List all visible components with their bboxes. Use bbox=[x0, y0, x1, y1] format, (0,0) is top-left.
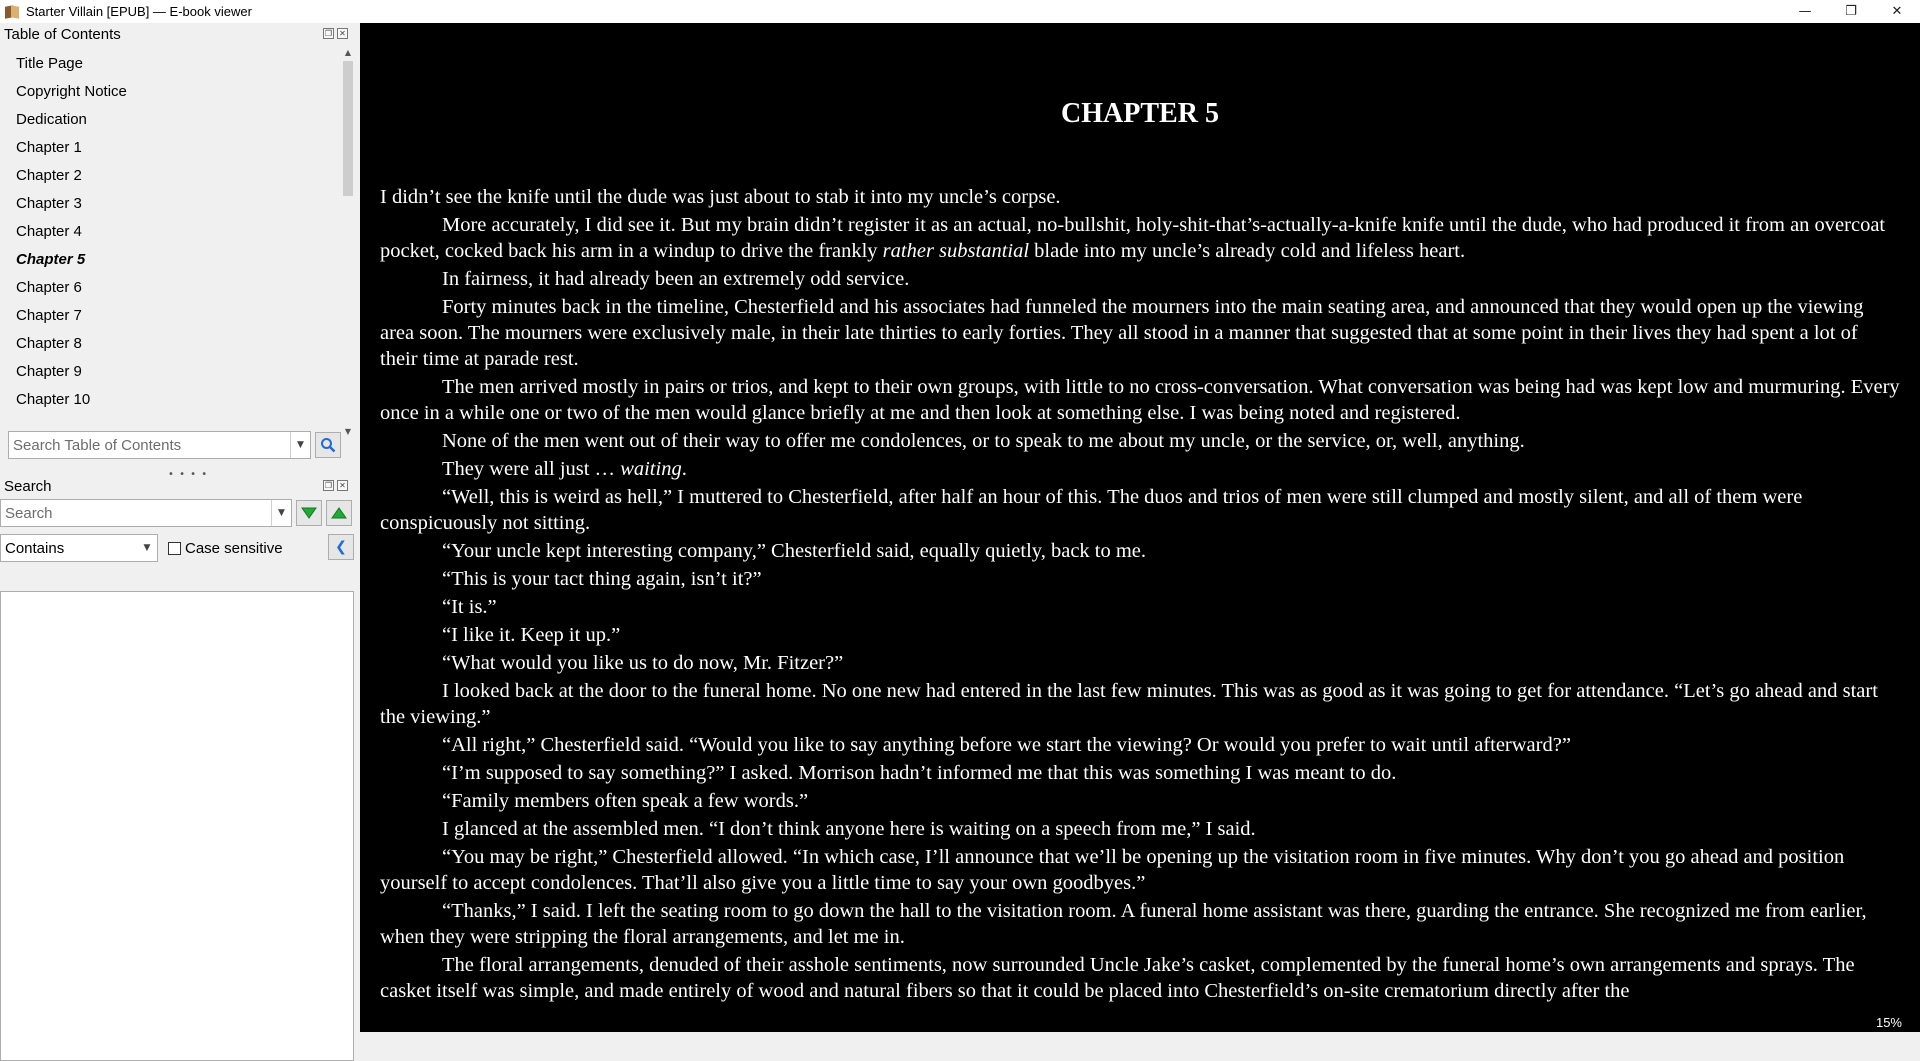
toc-item[interactable]: Copyright Notice bbox=[16, 83, 127, 100]
paragraph: None of the men went out of their way to offer me condolences, or to speak to me about my uncle, or the service, or, well, anything. bbox=[442, 430, 1525, 452]
search-header bbox=[0, 475, 358, 498]
toc-item[interactable]: Chapter 7 bbox=[16, 307, 82, 324]
collapse-search-button[interactable] bbox=[328, 534, 354, 560]
float-panel-icon[interactable]: ❐ bbox=[324, 481, 333, 490]
book-icon bbox=[4, 4, 20, 20]
toc-item[interactable]: Chapter 9 bbox=[16, 363, 82, 380]
search-options-row bbox=[0, 534, 358, 562]
paragraph: “Family members often speak a few words.” bbox=[442, 790, 809, 812]
window-title: Starter Villain [EPUB] — E-book viewer bbox=[26, 4, 252, 19]
arrow-up-icon bbox=[331, 507, 347, 519]
search-mode-value: Contains bbox=[5, 539, 65, 557]
toc-item[interactable]: Chapter 5 bbox=[16, 251, 86, 268]
toc-item[interactable]: Dedication bbox=[16, 111, 87, 128]
toc-item[interactable]: Title Page bbox=[16, 55, 83, 72]
search-panel bbox=[0, 475, 358, 557]
chevron-down-icon[interactable]: ▼ bbox=[143, 543, 151, 553]
paragraph: “You may be right,” Chesterfield allowed. “In which case, I’ll announce that we’ll be opening up the visitation room in five minutes. Why don’t you go ahead and position yourself to accept condolences. That’ll also give you a little time to say your own goodbyes.” bbox=[380, 846, 1845, 894]
toc-search-combo[interactable] bbox=[8, 431, 311, 459]
paragraph: More accurately, I did see it. But my brain didn’t register it as an actual, no-bullshit, holy-shit-that’s-actually-a-knife knife until the dude, who had produced it from an overcoat pocket, cocked back his arm in a windup to drive the frankly rather substantial blade into my uncle’s already cold and lifeless heart. bbox=[380, 214, 1886, 262]
toc-item[interactable]: Chapter 2 bbox=[16, 167, 82, 184]
reader-pane[interactable] bbox=[360, 23, 1920, 1032]
search-icon bbox=[320, 437, 336, 453]
chevron-left-icon: ❮ bbox=[335, 539, 347, 555]
scroll-up-arrow-icon[interactable]: ▲ bbox=[344, 48, 352, 57]
toc-scrollbar[interactable] bbox=[341, 46, 355, 439]
search-input[interactable] bbox=[1, 501, 269, 525]
paragraph: “Well, this is weird as hell,” I muttered to Chesterfield, after half an hour of this. The duos and trios of men were still clumped and mostly silent, and all of them were conspicuously not sitting. bbox=[380, 486, 1803, 534]
chevron-down-icon[interactable]: ▼ bbox=[290, 432, 310, 458]
paragraph: “I like it. Keep it up.” bbox=[442, 624, 621, 646]
paragraph: “What would you like us to do now, Mr. Fitzer?” bbox=[442, 652, 844, 674]
toc-header bbox=[0, 23, 358, 46]
case-sensitive-label: Case sensitive bbox=[185, 539, 283, 557]
paragraph: They were all just … waiting. bbox=[442, 458, 687, 480]
paragraph: “Your uncle kept interesting company,” Chesterfield said, equally quietly, back to me. bbox=[442, 540, 1147, 562]
toc-search-row bbox=[8, 431, 341, 459]
paragraph: I didn’t see the knife until the dude was just about to stab it into my uncle’s corpse. bbox=[380, 186, 1061, 208]
search-combo[interactable] bbox=[0, 499, 292, 527]
find-next-button[interactable] bbox=[296, 500, 322, 526]
search-results-list[interactable] bbox=[0, 591, 354, 1061]
paragraph: I glanced at the assembled men. “I don’t think anyone here is waiting on a speech from me,” I said. bbox=[442, 818, 1256, 840]
minimize-button[interactable]: — bbox=[1798, 4, 1812, 19]
toc-item[interactable]: Chapter 6 bbox=[16, 279, 82, 296]
float-panel-icon[interactable]: ❐ bbox=[324, 29, 333, 38]
paragraph: Forty minutes back in the timeline, Chesterfield and his associates had funneled the mourners into the main seating area, and announced that they would open up the viewing area soon. The mourners were exclusively male, in their late thirties to early forties. They all stood in a manner that suggested that at some point in their lives they had spent a lot of their time at parade rest. bbox=[380, 296, 1864, 370]
paragraph: I looked back at the door to the funeral home. No one new had entered in the last few minutes. This was as good as it was going to get for attendance. “Let’s go ahead and start the viewing.” bbox=[380, 680, 1878, 728]
paragraph: The floral arrangements, denuded of their asshole sentiments, now surrounded Uncle Jake’s casket, complemented by the funeral home’s own arrangements and sprays. The casket itself was simple, and made entirely of wood and natural fibers so that it could be placed into Chesterfield’s on-site crematorium directly after the bbox=[380, 954, 1855, 1002]
paragraph: “All right,” Chesterfield said. “Would you like to say anything before we start the viewing? Or would you prefer to wait until afterward?” bbox=[442, 734, 1571, 756]
paragraph: “It is.” bbox=[442, 596, 497, 618]
toc-item[interactable]: Chapter 1 bbox=[16, 139, 82, 156]
sidebar bbox=[0, 23, 358, 1032]
close-panel-icon[interactable]: ✕ bbox=[337, 28, 348, 39]
toc-item[interactable]: Chapter 4 bbox=[16, 223, 82, 240]
scroll-thumb[interactable] bbox=[343, 61, 353, 196]
paragraph: “I’m supposed to say something?” I asked. Morrison hadn’t informed me that this was something I was meant to do. bbox=[442, 762, 1397, 784]
arrow-down-icon bbox=[301, 507, 317, 519]
toc-search-button[interactable] bbox=[315, 432, 341, 458]
toc-search-input[interactable] bbox=[9, 433, 287, 457]
toc-item[interactable]: Chapter 3 bbox=[16, 195, 82, 212]
scroll-down-arrow-icon[interactable]: ▼ bbox=[344, 427, 352, 436]
paragraph: “Thanks,” I said. I left the seating room to go down the hall to the visitation room. A funeral home assistant was there, guarding the entrance. She recognized me from earlier, when they were stripping the floral arrangements, and let me in. bbox=[380, 900, 1867, 948]
restore-button[interactable]: ❐ bbox=[1845, 4, 1857, 19]
toc-list bbox=[0, 46, 340, 439]
find-previous-button[interactable] bbox=[326, 500, 352, 526]
paragraph: In fairness, it had already been an extremely odd service. bbox=[442, 268, 910, 290]
chapter-text bbox=[380, 184, 1900, 1006]
close-panel-icon[interactable]: ✕ bbox=[337, 480, 348, 491]
title-bar bbox=[0, 0, 1920, 23]
chevron-down-icon[interactable]: ▼ bbox=[271, 500, 291, 526]
close-button[interactable]: ✕ bbox=[1891, 4, 1903, 19]
search-header-label: Search bbox=[4, 478, 52, 495]
window-controls bbox=[1782, 0, 1920, 23]
toc-header-label: Table of Contents bbox=[4, 26, 121, 43]
search-row bbox=[0, 499, 352, 527]
reading-progress: 15% bbox=[1875, 1015, 1902, 1030]
toc-item[interactable]: Chapter 8 bbox=[16, 335, 82, 352]
paragraph: “This is your tact thing again, isn’t it?” bbox=[442, 568, 762, 590]
case-sensitive-checkbox[interactable] bbox=[168, 542, 181, 555]
panel-splitter-handle[interactable]: • • • • bbox=[168, 469, 209, 480]
toc-item[interactable]: Chapter 10 bbox=[16, 391, 91, 408]
chapter-title: CHAPTER 5 bbox=[1061, 98, 1219, 129]
paragraph: The men arrived mostly in pairs or trios, and kept to their own groups, with little to no cross-conversation. What conversation was being had was kept low and murmuring. Every once in a while one or two of the men would glance briefly at me and then look at something else. I was being noted and registered. bbox=[380, 376, 1900, 424]
search-mode-select[interactable] bbox=[0, 534, 158, 562]
